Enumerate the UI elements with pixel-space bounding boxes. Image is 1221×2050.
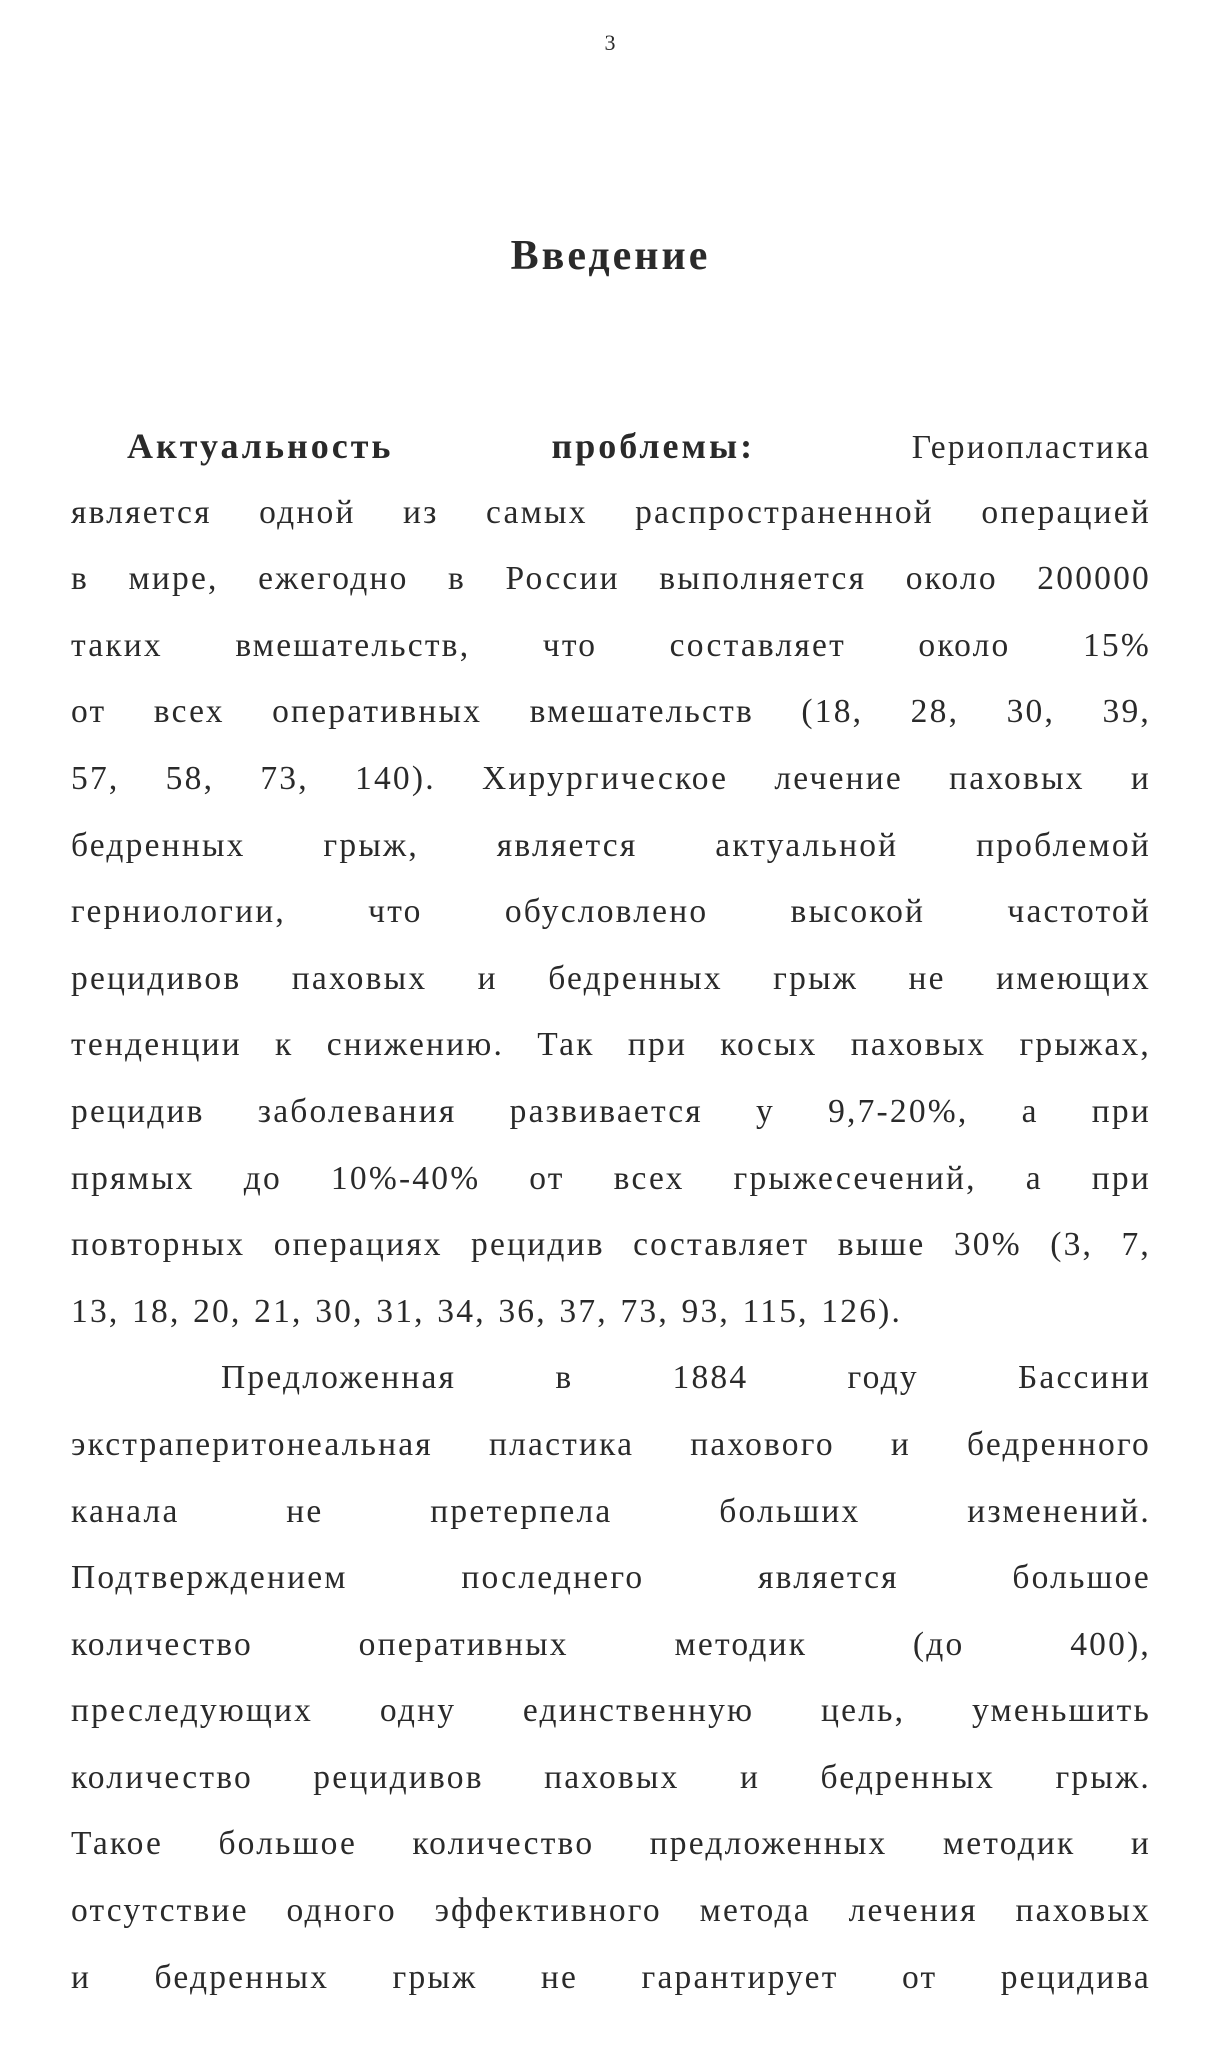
text-line: таких вмешательств, что составляет около 15%: [71, 626, 1151, 664]
text-line: бедренных грыж, является актуальной проблемой: [71, 826, 1151, 864]
text-line: в мире, ежегодно в России выполняется около 200000: [71, 560, 1151, 598]
text-line: канала не претерпела больших изменений.: [71, 1492, 1151, 1530]
text-line: экстраперитонеальная пластика пахового и бедренного: [71, 1425, 1151, 1463]
lead-heading: Актуальность проблемы:: [127, 426, 756, 466]
text-line: и бедренных грыж не гарантирует от рецидива: [71, 1958, 1151, 1996]
body-text: [71, 413, 1151, 2011]
text-line: преследующих одну единственную цель, уменьшить: [71, 1692, 1151, 1730]
text-line: прямых до 10%-40% от всех грыжесечений, а при: [71, 1159, 1151, 1197]
text-line: повторных операциях рецидив составляет выше 30% (3, 7,: [71, 1226, 1151, 1264]
text-line: Подтверждением последнего является большое: [71, 1559, 1151, 1597]
page-number: 3: [604, 30, 617, 55]
text-line: герниологии, что обусловлено высокой частотой: [71, 893, 1151, 931]
text-line: Такое большое количество предложенных методик и: [71, 1825, 1151, 1863]
text-line: рецидивов паховых и бедренных грыж не имеющих: [71, 959, 1151, 997]
text-line: отсутствие одного эффективного метода лечения паховых: [71, 1892, 1151, 1930]
text-line: количество рецидивов паховых и бедренных грыж.: [71, 1758, 1151, 1796]
text-line: количество оперативных методик (до 400),: [71, 1625, 1151, 1663]
text-line: рецидив заболевания развивается у 9,7-20%, а при: [71, 1092, 1151, 1130]
text-line: 13, 18, 20, 21, 30, 31, 34, 36, 37, 73, 93, 115, 126).: [71, 1292, 903, 1330]
text-fragment: Гериопластика: [911, 429, 1151, 466]
text-line: Предложенная в 1884 году Бассини: [221, 1359, 1151, 1397]
text-line: 57, 58, 73, 140). Хирургическое лечение паховых и: [71, 759, 1151, 797]
text-line: [71, 413, 1151, 480]
text-line: от всех оперативных вмешательств (18, 28, 30, 39,: [71, 693, 1151, 731]
section-title: Введение: [510, 233, 711, 279]
text-line: является одной из самых распространенной операцией: [71, 493, 1151, 531]
text-line: тенденции к снижению. Так при косых паховых грыжах,: [71, 1026, 1151, 1064]
